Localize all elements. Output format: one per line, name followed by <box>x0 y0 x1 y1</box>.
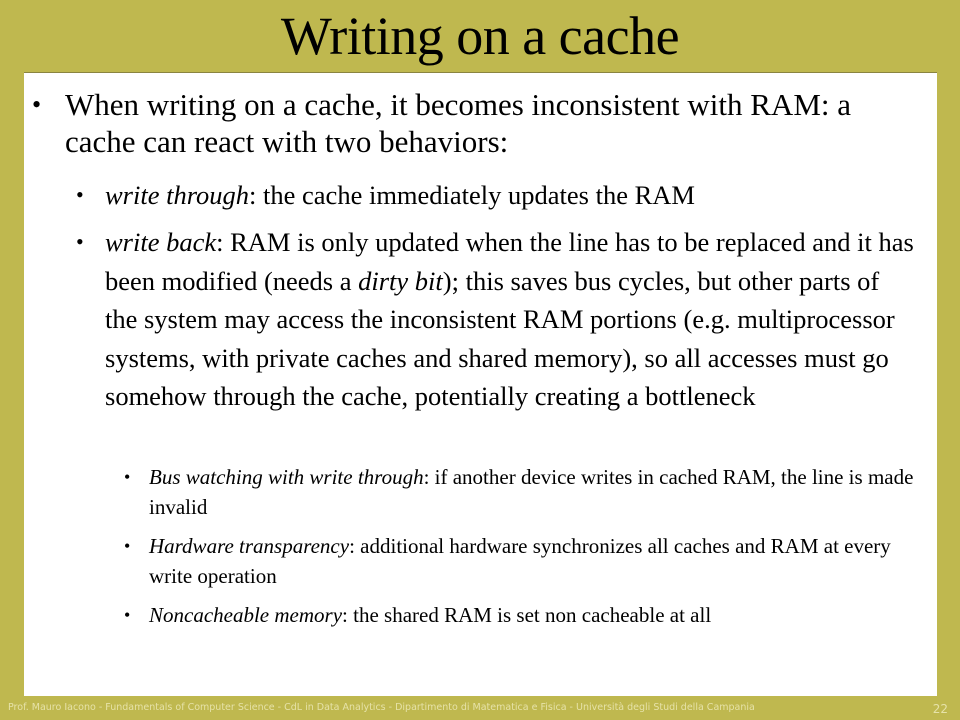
bullet-bus-watching <box>124 462 934 522</box>
bullet-text <box>124 531 934 591</box>
bullet-marker: • <box>124 605 131 625</box>
page-number: 22 <box>932 702 948 716</box>
bullet-hardware-transparency <box>124 531 934 591</box>
term-bus-watching: Bus watching with write through <box>149 465 424 489</box>
bullet-marker: • <box>76 229 84 254</box>
bullet-text <box>124 600 934 630</box>
bullet-description: : additional hardware synchronizes all caches and RAM at every write operation <box>149 534 891 588</box>
term-hardware-transparency: Hardware transparency <box>149 534 350 558</box>
bullet-text <box>76 176 916 215</box>
bullet-marker: • <box>124 467 131 487</box>
term-write-back: write back <box>105 227 217 257</box>
bullet-description: : if another device writes in cached RAM, the line is made invalid <box>149 465 914 519</box>
bullet-write-through <box>76 176 916 215</box>
bullet-cache-inconsistency <box>32 86 892 160</box>
slide-title: Writing on a cache <box>280 6 680 66</box>
term-noncacheable-memory: Noncacheable memory <box>149 603 343 627</box>
bullet-marker: • <box>124 536 131 556</box>
bullet-text: When writing on a cache, it becomes inconsistent with RAM: a cache can react with two behaviors: <box>65 87 852 159</box>
bullet-noncacheable-memory <box>124 600 934 630</box>
bullet-text <box>76 223 916 416</box>
content-panel <box>24 72 937 696</box>
bullet-text <box>124 462 934 522</box>
bullet-write-back <box>76 223 916 416</box>
bullet-marker: • <box>32 90 42 119</box>
bullet-description: : RAM is only updated when the line has to be replaced and it has been modified (needs a <box>105 227 914 296</box>
term-dirty-bit: dirty bit <box>358 265 443 296</box>
bullet-marker: • <box>76 182 84 207</box>
term-write-through: write through <box>105 180 250 210</box>
bullet-description: : the shared RAM is set non cacheable at all <box>342 603 712 627</box>
bullet-description: : the cache immediately updates the RAM <box>249 180 695 210</box>
bullet-description-continued: ); this saves bus cycles, but other parts of the system may access the inconsistent RAM portions (e.g. multiprocessor systems, with private caches and shared memory), so all accesses must go somehow through the cache, potentially creating a bottleneck <box>105 265 895 411</box>
footer-text: Prof. Mauro Iacono - Fundamentals of Computer Science - CdL in Data Analytics - Dipartimento di Matematica e Fisica - Università degli Studi della Campania <box>8 702 755 713</box>
